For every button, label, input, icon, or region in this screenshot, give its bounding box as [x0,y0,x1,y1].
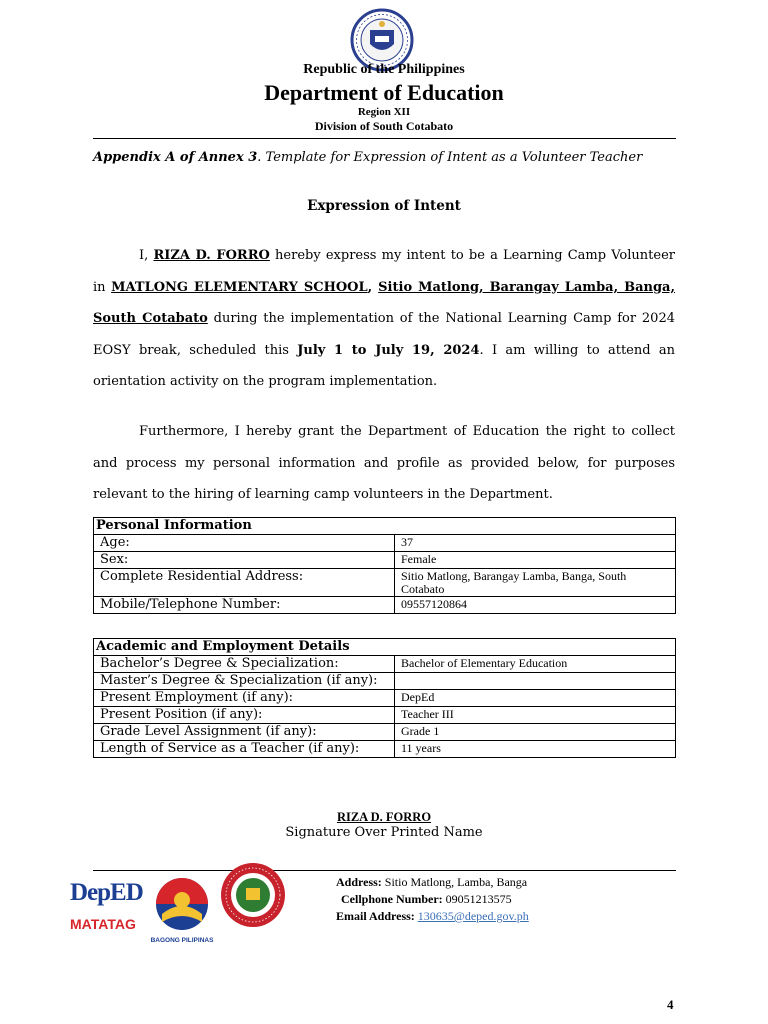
document-title: Expression of Intent [307,198,461,214]
table-row [94,597,676,614]
signature-name: RIZA D. FORRO [336,810,432,824]
table-row [94,569,676,597]
row-label: Sex: [94,552,395,569]
row-label: Bachelor’s Degree & Specialization: [94,656,395,673]
header-divider [93,138,676,139]
academic-table [93,638,676,758]
row-label: Mobile/Telephone Number: [94,597,395,614]
p1-text: . I am willing to attend an orientation activity on the program implementation. [93,342,675,389]
table-row [94,741,676,758]
school-address: Sitio Matlong, Barangay Lamba, Banga, South Cotabato [93,279,675,326]
school-seal-emblem [220,862,286,928]
personal-info-heading: Personal Information [94,518,676,535]
address-value: Sitio Matlong, Lamba, Banga [381,875,528,889]
row-label: Master’s Degree & Specialization (if any): [94,673,395,690]
address-label: Address: [336,875,382,889]
table-heading-row [94,639,676,656]
table-row [94,707,676,724]
row-label: Complete Residential Address: [94,569,395,597]
bagong-pilipinas-emblem [148,876,216,932]
camp-dates: July 1 to July 19, 2024 [297,342,480,358]
phone-value: 09051213575 [442,892,512,906]
department-title: Department of Education [264,80,504,105]
table-row [94,690,676,707]
deped-matatag-logo [70,879,143,940]
row-label: Grade Level Assignment (if any): [94,724,395,741]
footer-address-line [336,874,527,891]
intent-paragraph [93,240,675,398]
matatag-wordmark: MATATAG [70,916,136,932]
bagong-pilipinas-logo [148,876,216,942]
email-link[interactable]: 130635@deped.gov.ph [417,909,529,923]
p1-text: , [367,279,379,295]
row-label: Length of Service as a Teacher (if any): [94,741,395,758]
row-value: Teacher III [395,707,676,724]
academic-heading: Academic and Employment Details [94,639,676,656]
table-row [94,724,676,741]
bagong-pilipinas-text: BAGONG PILIPINAS [150,937,214,944]
phone-label: Cellphone Number: [341,892,443,906]
row-value [395,673,676,690]
row-value: Grade 1 [395,724,676,741]
p1-text: I, [139,248,154,263]
page-number: 4 [667,997,674,1012]
school-seal-logo [220,862,286,928]
appendix-label: Appendix A of Annex 3 [93,150,258,165]
row-label: Present Position (if any): [94,707,395,724]
table-heading-row [94,518,676,535]
table-row [94,673,676,690]
email-label: Email Address: [336,909,415,923]
table-row [94,535,676,552]
footer-phone-line [341,891,512,908]
division-line: Division of South Cotabato [314,119,454,133]
row-value: 09557120864 [395,597,676,614]
row-value: Sitio Matlong, Barangay Lamba, Banga, South Cotabato [395,569,676,597]
appendix-caption [93,150,642,165]
p1-text: hereby express my intent to be a Learning Camp Volunteer in [93,248,675,295]
region-line: Region XII [357,106,411,118]
appendix-text: . Template for Expression of Intent as a Volunteer Teacher [257,150,643,165]
row-value: DepEd [395,690,676,707]
row-value: Female [395,552,676,569]
row-value: Bachelor of Elementary Education [395,656,676,673]
school-name: MATLONG ELEMENTARY SCHOOL [111,279,368,295]
footer-divider [93,870,676,871]
table-row [94,656,676,673]
footer-email-line [336,908,529,925]
table-row [94,552,676,569]
row-label: Age: [94,535,395,552]
volunteer-name: RIZA D. FORRO [153,248,270,263]
signature-caption: Signature Over Printed Name [285,825,483,840]
deped-wordmark: DepED [70,879,143,906]
row-value: 11 years [395,741,676,758]
republic-line: Republic of the Philippines [303,62,465,77]
row-value: 37 [395,535,676,552]
consent-paragraph [93,416,675,511]
consent-text: Furthermore, I hereby grant the Department of Education the right to collect and process my personal information and profile as provided below, for purposes relevant to the hiring of learning camp volunteers in the Department. [93,424,675,502]
personal-info-table [93,517,676,614]
row-label: Present Employment (if any): [94,690,395,707]
p1-text: during the implementation of the National Learning Camp for 2024 EOSY break, scheduled this [93,311,675,358]
